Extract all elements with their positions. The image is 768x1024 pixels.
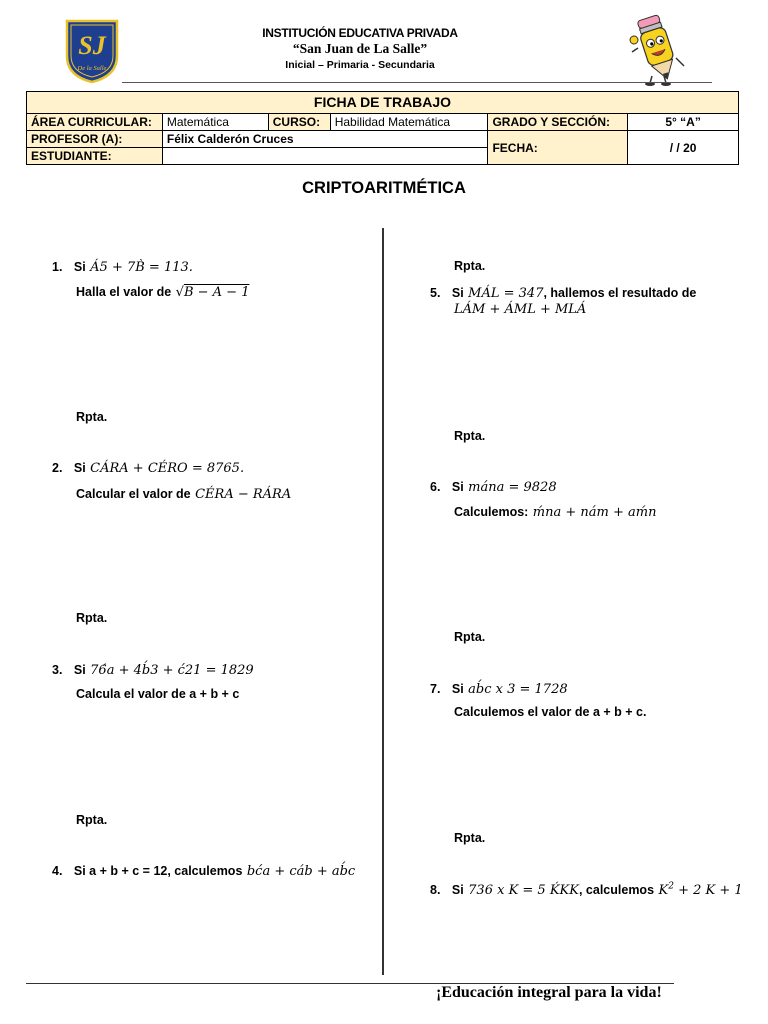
institution-levels: Inicial – Primaria - Secundaria [285,59,435,71]
footer-motto: ¡Educación integral para la vida! [436,984,662,1001]
estudiante-label: ESTUDIANTE: [27,148,163,165]
problem-2-task [76,485,291,503]
problem-7-task: Calculemos el valor de a + b + c. [454,705,647,719]
problem-intro: Si a + b + c = 12, calculemos [73,864,243,878]
school-shield-logo [64,18,120,84]
grado-label: GRADO Y SECCIÓN: [488,114,628,131]
answer-label: Rpta. [454,259,486,273]
problem-2 [52,459,244,477]
problem-equation: 736 x K = 5 ḰKK [468,883,579,898]
problem-number: 8. [430,883,441,897]
problem-intro: Si [73,260,86,274]
problem-3 [52,661,254,679]
problem-number: 3. [52,663,63,677]
institution-name: “San Juan de La Salle” [292,41,428,56]
institution-type: INSTITUCIÓN EDUCATIVA PRIVADA [262,26,458,40]
problem-expression: bća + cáb + ab́c [246,864,356,879]
problem-1-task [76,283,249,301]
logo-monogram: SJ [78,31,106,60]
problem-intro: Si [451,286,464,300]
problem-8 [430,881,743,899]
problem-equation: Á5 + 7B̀ = 113. [90,260,193,275]
area-value: Matemática [162,114,268,131]
answer-label: Rpta. [454,429,486,443]
problem-1 [52,258,193,276]
fecha-label: FECHA: [488,131,628,165]
problem-expression: $K^2 + 2$ K + 1 [658,881,743,898]
problem-equation: 76́a + 4b́3 + ć21 = 1829 [90,663,254,678]
curso-value: Habilidad Matemática [330,114,488,131]
worksheet-title: CRIPTOARITMÉTICA [302,179,466,197]
problem-5-expression: LÁM + ÁML + MLÁ [454,302,587,317]
problem-number: 7. [430,682,441,696]
problem-expression: √B − A − 1 [175,285,250,300]
problem-equation: CÁRA + CÉRO = 8765. [90,461,245,476]
problem-expression: ḿna + nám + aḿn [532,505,657,520]
problem-7 [430,680,568,698]
estudiante-field[interactable] [162,148,488,165]
answer-label: Rpta. [76,611,108,625]
header-divider [122,82,712,83]
answer-label: Rpta. [454,630,486,644]
answer-label: Rpta. [454,831,486,845]
logo-caption: De la Salle [77,65,107,72]
problem-number: 1. [52,260,63,274]
column-divider [382,228,384,975]
problem-number: 5. [430,286,441,300]
problem-intro: Si [451,682,464,696]
problem-intro-after: , hallemos el resultado de [543,286,697,300]
problem-equation: MÁL = 347 [468,286,544,301]
problem-6-task [454,503,656,521]
worksheet-info-table [26,91,739,165]
answer-label: Rpta. [76,813,108,827]
problem-6 [430,478,557,496]
problem-number: 6. [430,480,441,494]
fecha-value: / / 20 [628,131,739,165]
problem-4 [52,862,355,880]
pencil-mascot-icon [628,14,690,86]
answer-label: Rpta. [76,410,108,424]
problem-question: Halla el valor de [76,285,172,299]
curso-label: CURSO: [268,114,330,131]
institution-header [170,26,550,71]
problem-intro: Si [451,883,464,897]
problem-expression: CÉRA − RÁRA [195,487,292,502]
profesor-value: Félix Calderón Cruces [162,131,488,148]
problem-question: Calcular el valor de [76,487,191,501]
problem-question: Calculemos: [454,505,529,519]
problem-number: 2. [52,461,63,475]
profesor-label: PROFESOR (A): [27,131,163,148]
problem-intro: Si [451,480,464,494]
problem-intro-after: , calculemos [578,883,655,897]
problem-equation: ab́c x 3 = 1728 [468,682,568,697]
problem-intro: Si [73,663,86,677]
problem-number: 4. [52,864,63,878]
problem-equation: mána = 9828 [468,480,557,495]
problem-5 [430,284,696,302]
area-label: ÁREA CURRICULAR: [27,114,163,131]
problem-intro: Si [73,461,86,475]
problem-3-task: Calcula el valor de a + b + c [76,687,240,701]
grado-value: 5° “A” [628,114,739,131]
table-title: FICHA DE TRABAJO [27,92,739,114]
